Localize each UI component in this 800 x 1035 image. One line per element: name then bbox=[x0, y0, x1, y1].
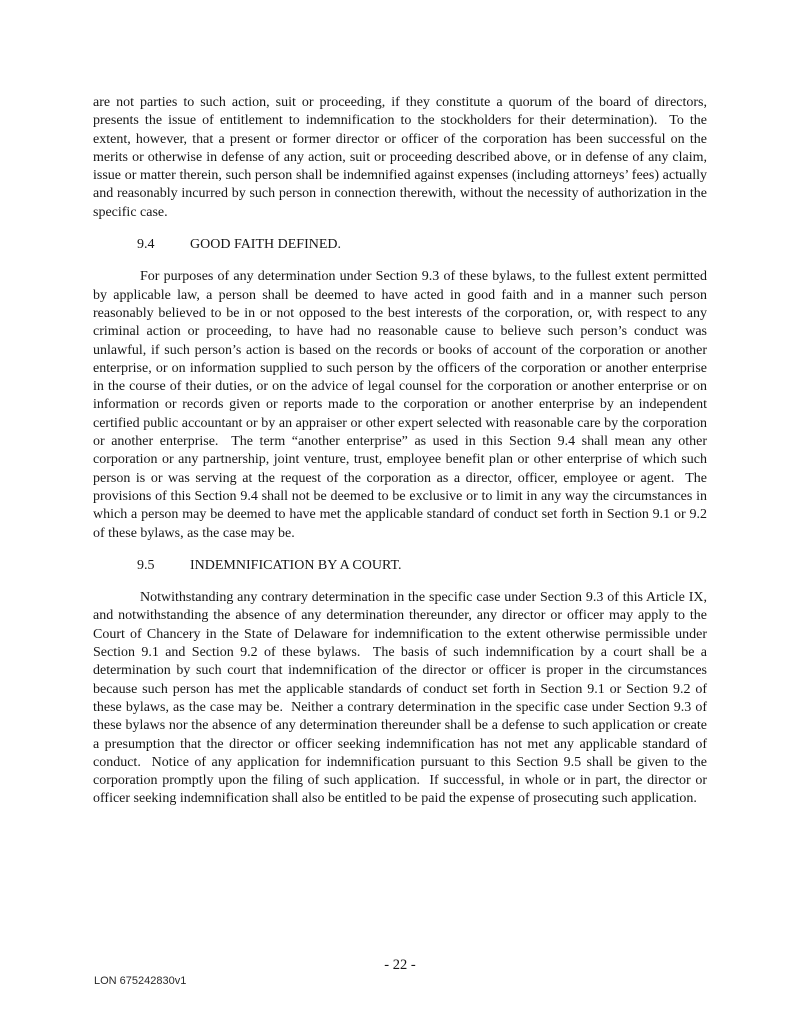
section-title: INDEMNIFICATION BY A COURT. bbox=[190, 557, 402, 573]
document-body bbox=[93, 94, 711, 809]
section-heading-9-5 bbox=[93, 557, 707, 575]
section-number: 9.5 bbox=[137, 557, 155, 573]
section-number: 9.4 bbox=[137, 237, 155, 253]
doc-reference: LON 675242830v1 bbox=[94, 975, 187, 987]
section-heading-9-4 bbox=[93, 236, 707, 254]
section-title: GOOD FAITH DEFINED. bbox=[190, 237, 342, 253]
page-number: - 22 - bbox=[384, 957, 416, 973]
continuation-paragraph: are not parties to such action, suit or proceeding, if they constitute a quorum of the board of directors, presents the issue of entitlement to indemnification to the stockholders for their determination). To the extent, however, that a present or former director or officer of the corporation has been successful on the merits or otherwise in defense of any action, suit or proceeding described above, or in defense of any claim, issue or matter therein, such person shall be indemnified against expenses (including attorneys’ fees) actually and reasonably incurred by such person in connection therewith, without the necessity of authorization in the specific case. bbox=[93, 95, 711, 220]
section-9-5-paragraph: Notwithstanding any contrary determination in the specific case under Section 9.3 of this Article IX, and notwithstanding the absence of any determination thereunder, any director or officer may apply to the Court of Chancery in the State of Delaware for indemnification to the extent otherwise permissible under Section 9.1 and Section 9.2 of these bylaws. The basis of such indemnification by a court shall be a determination by such court that indemnification of the director or officer is proper in the circumstances because such person has met the applicable standards of conduct set forth in Section 9.1 or Section 9.2 of these bylaws, as the case may be. Neither a contrary determination in the specific case under Section 9.3 of these bylaws nor the absence of any determination thereunder shall be a defense to such application or create a presumption that the director or officer seeking indemnification has not met any applicable standard of conduct. Notice of any application for indemnification pursuant to this Section 9.5 shall be given to the corporation promptly upon the filing of such application. If successful, in whole or in part, the director or officer seeking indemnification shall also be entitled to be paid the expense of prosecuting such application. bbox=[93, 590, 711, 807]
section-9-4-paragraph: For purposes of any determination under Section 9.3 of these bylaws, to the fullest extent permitted by applicable law, a person shall be deemed to have acted in good faith and in a manner such person reasonably believed to be in or not opposed to the best interests of the corporation, or, with respect to any criminal action or proceeding, to have had no reasonable cause to believe such person’s conduct was unlawful, if such person’s action is based on the records or books of account of the corporation or another enterprise, or on information supplied to such person by the officers of the corporation or another enterprise in the course of their duties, or on the advice of legal counsel for the corporation or another enterprise or on information or records given or reports made to the corporation or another enterprise by an independent certified public accountant or by an appraiser or other expert selected with reasonable care by the corporation or another enterprise. The term “another enterprise” as used in this Section 9.4 shall mean any other corporation or any partnership, joint venture, trust, employee benefit plan or other enterprise of which such person is or was serving at the request of the corporation as a director, officer, employee or agent. The provisions of this Section 9.4 shall not be deemed to be exclusive or to limit in any way the circumstances in which a person may be deemed to have met the applicable standard of conduct set forth in Section 9.1 or 9.2 of these bylaws, as the case may be. bbox=[93, 269, 711, 541]
